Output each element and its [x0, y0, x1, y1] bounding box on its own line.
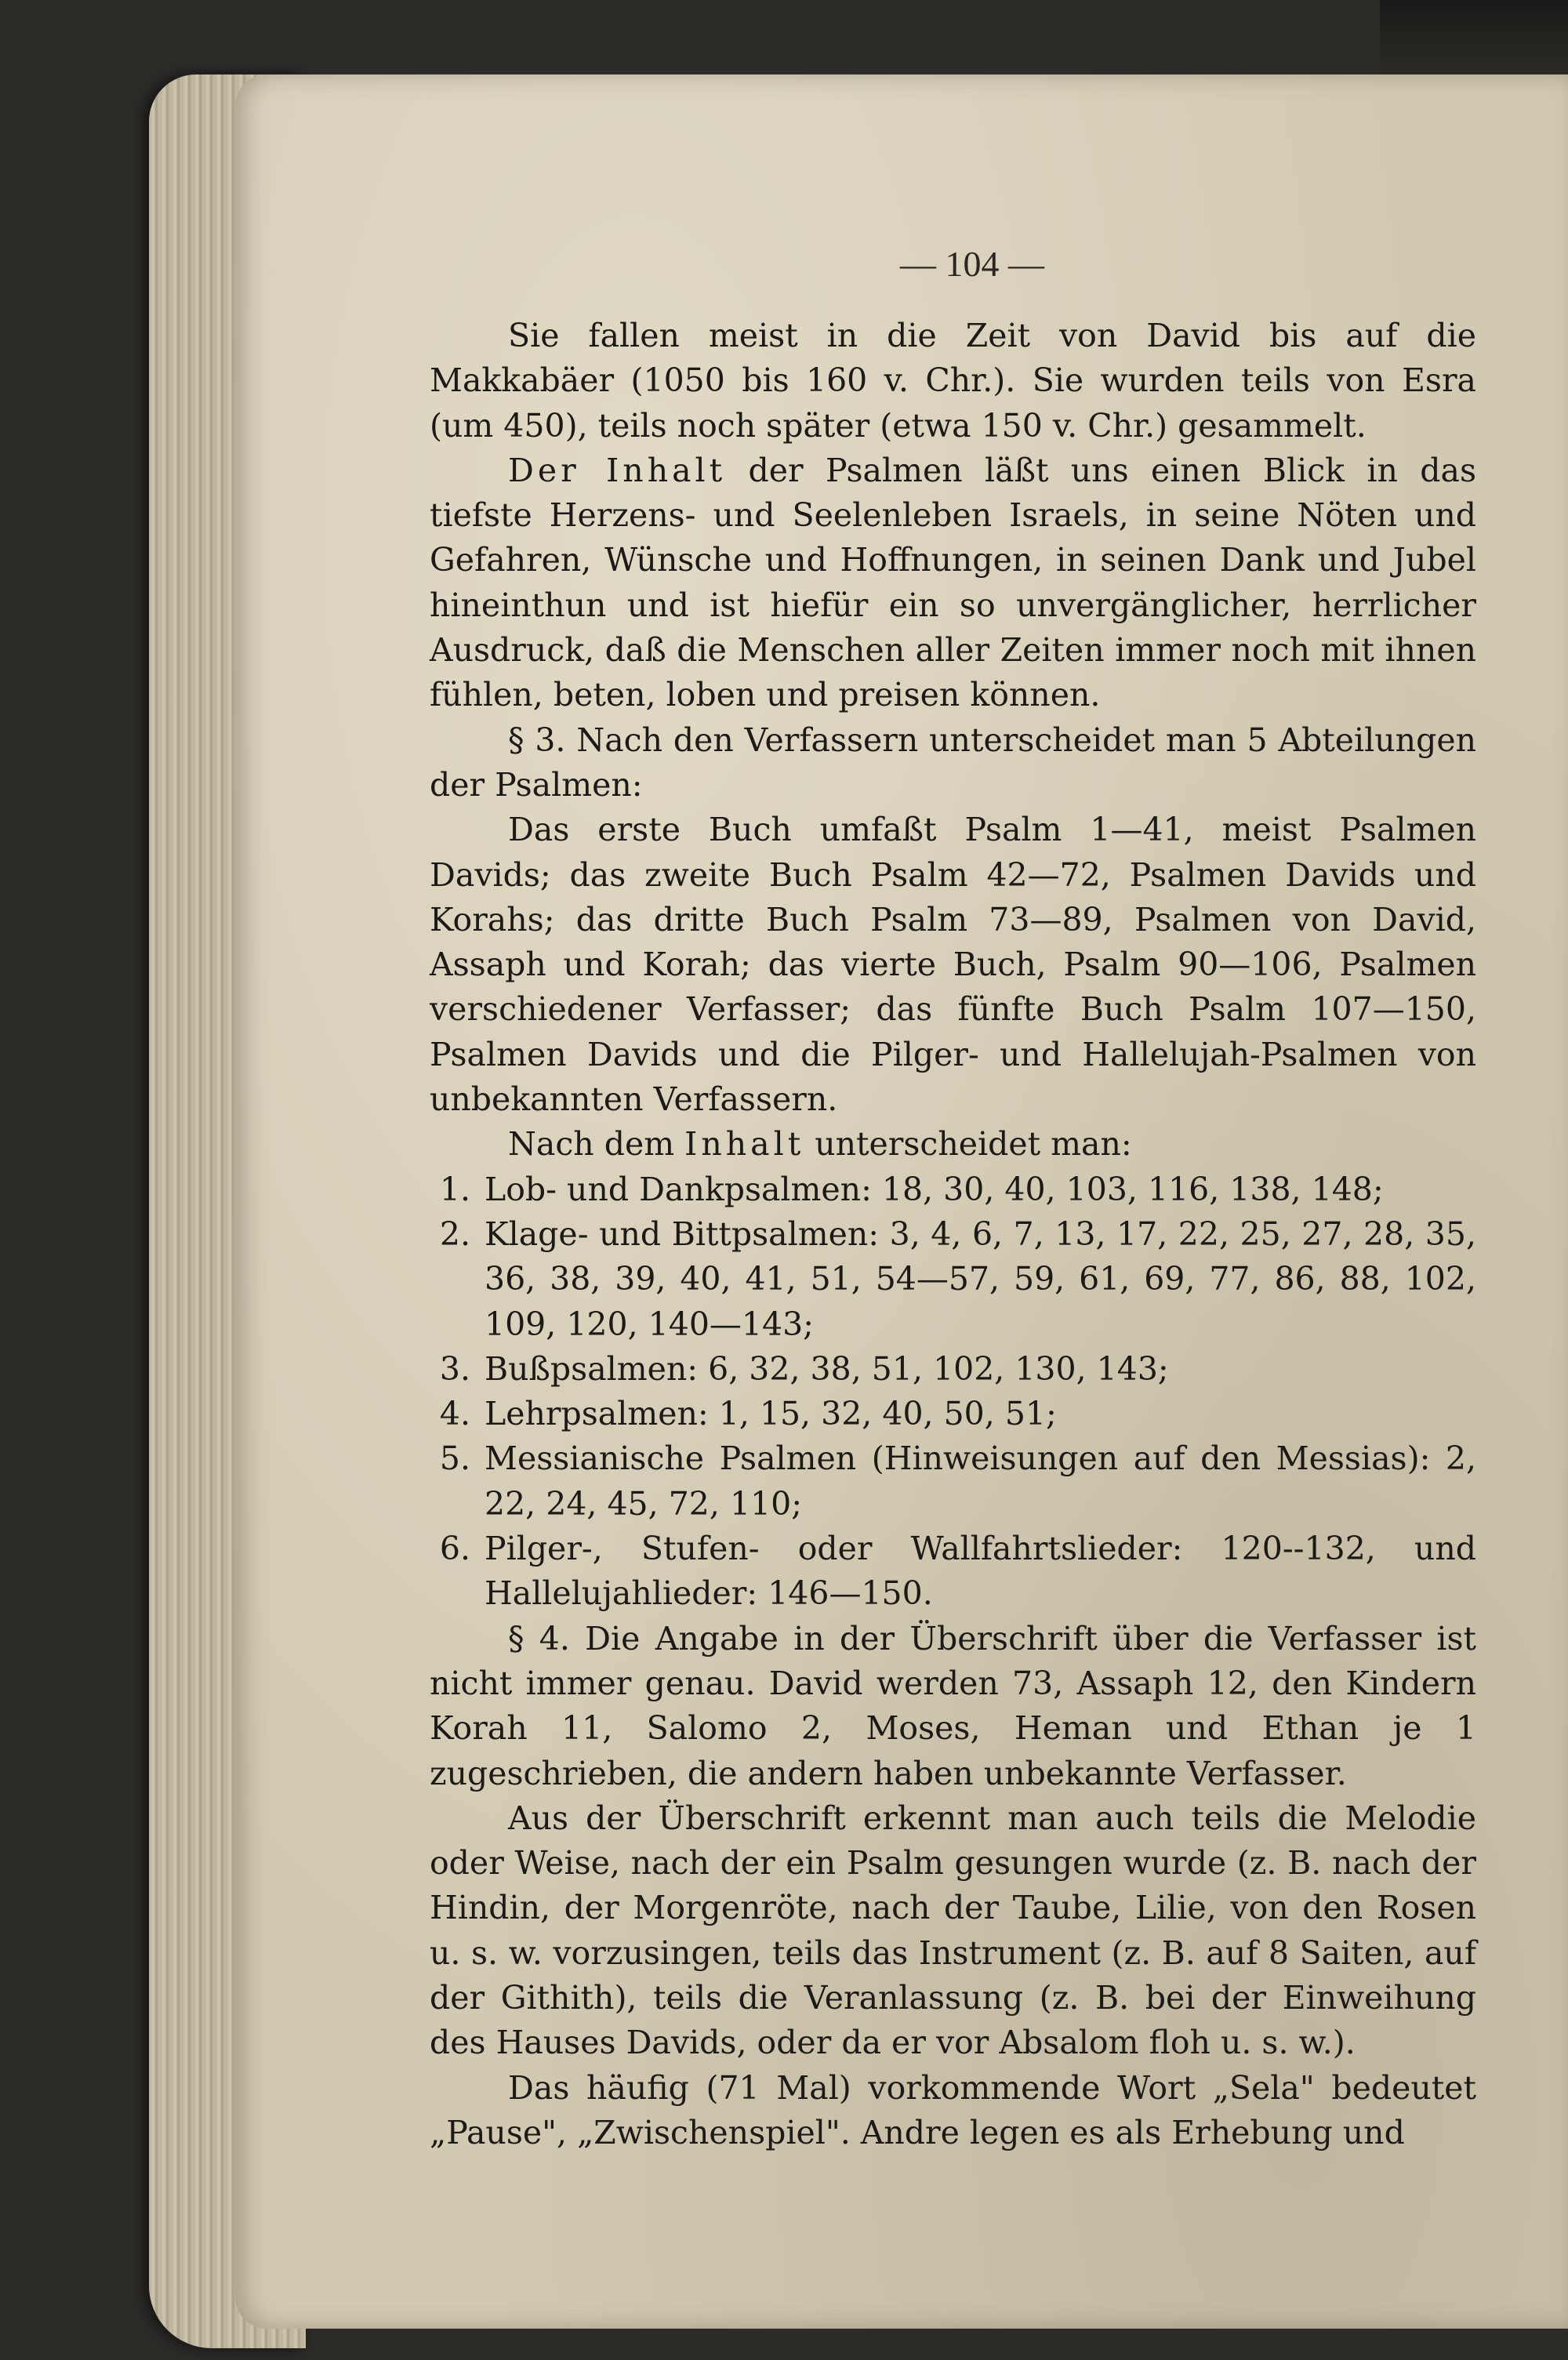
- paragraph-by-content: [430, 1122, 1476, 1167]
- paragraph-origin: Sie fallen meist in die Zeit von David bis auf die Makkabäer (1050 bis 160 v. Chr.). Sie wurden teils von Esra (um 450), teils noch später (etwa 150 v. Chr.) gesammelt.: [430, 317, 1476, 445]
- paragraph-content-text: der Psalmen läßt uns einen Blick in das tiefste Herzens- und Seelenleben Israels, in seine Nöten und Gefahren, Wünsche und Hoffnungen, in seinen Dank und Jubel hineinthun und ist hiefür ein so unvergänglicher, herrlicher Ausdruck, daß die Menschen aller Zeiten immer noch mit ihnen fühlen, beten, loben und preisen können.: [430, 451, 1476, 714]
- list-item: [430, 1347, 1476, 1392]
- list-number: 5.: [439, 1440, 470, 1478]
- paragraph-sela: Das häufig (71 Mal) vorkommende Wort „Sela" bedeutet „Pause", „Zwischenspiel". Andre legen es als Erhebung und: [430, 2068, 1476, 2151]
- list-item: [430, 1167, 1476, 1212]
- list-number: 3.: [439, 1349, 470, 1388]
- paragraph-content: [430, 448, 1476, 718]
- paragraph-books: Das erste Buch umfaßt Psalm 1—41, meist Psalmen Davids; das zweite Buch Psalm 42—72, Psalmen Davids und Korahs; das dritte Buch Psalm 73—89, Psalmen von David, Assaph und Korah; das vierte Buch, Psalm 90—106, Psalmen verschiedener Verfasser; das fünfte Buch Psalm 107—150, Psalmen Davids und die Pilger- und Hallelujah-Psalmen von unbekannten Verfassern.: [430, 811, 1476, 1119]
- list-number: 6.: [439, 1530, 470, 1568]
- text-span: Nach dem: [508, 1125, 685, 1164]
- list-text: Klage- und Bittpsalmen: 3, 4, 6, 7, 13, 17, 22, 25, 27, 28, 35, 36, 38, 39, 40, 41, 51, 54—57, 59, 61, 69, 77, 86, 88, 102, 109, 120, 140—143;: [485, 1214, 1476, 1343]
- list-text: Bußpsalmen: 6, 32, 38, 51, 102, 130, 143;: [485, 1349, 1169, 1388]
- list-text: Pilger-, Stufen- oder Wallfahrtslieder: 120--132, und Hallelujahlieder: 146—150.: [485, 1530, 1476, 1613]
- list-item: [430, 1436, 1476, 1527]
- section-4-paragraph: § 4. Die Angabe in der Überschrift über die Verfasser ist nicht immer genau. David werden 73, Assaph 12, den Kindern Korah 11, Salomo 2, Moses, Heman und Ethan je 1 zugeschrieben, die andern haben unbekannte Verfasser.: [430, 1619, 1476, 1792]
- list-item: [430, 1212, 1476, 1347]
- emphasis-inhalt: Der Inhalt: [508, 451, 727, 489]
- list-text: Lehrpsalmen: 1, 15, 32, 40, 50, 51;: [485, 1395, 1057, 1433]
- list-number: 4.: [439, 1395, 470, 1433]
- list-number: 2.: [439, 1214, 470, 1253]
- page-number: — 104 —: [900, 244, 1044, 284]
- psalm-categories-list: [430, 1167, 1476, 1617]
- list-number: 1.: [439, 1170, 470, 1208]
- page-body: [430, 314, 1476, 2155]
- section-3-heading: § 3. Nach den Verfassern unterscheidet man 5 Abteilungen der Psalmen:: [430, 721, 1476, 804]
- list-item: [430, 1392, 1476, 1436]
- emphasis-inhalt-2: Inhalt: [684, 1125, 805, 1164]
- list-item: [430, 1527, 1476, 1617]
- text-span: unterscheidet man:: [804, 1125, 1132, 1164]
- paragraph-superscription: Aus der Überschrift erkennt man auch teils die Melodie oder Weise, nach der ein Psalm gesungen wurde (z. B. nach der Hindin, der Morgenröte, nach der Taube, Lilie, von den Rosen u. s. w. vorzusingen, teils das Instrument (z. B. auf 8 Saiten, auf der Githith), teils die Veranlassung (z. B. bei der Einweihung des Hauses Davids, oder da er vor Absalom floh u. s. w.).: [430, 1799, 1476, 2062]
- list-text: Messianische Psalmen (Hinweisungen auf den Messias): 2, 22, 24, 45, 72, 110;: [485, 1440, 1476, 1523]
- list-text: Lob- und Dankpsalmen: 18, 30, 40, 103, 116, 138, 148;: [485, 1170, 1384, 1208]
